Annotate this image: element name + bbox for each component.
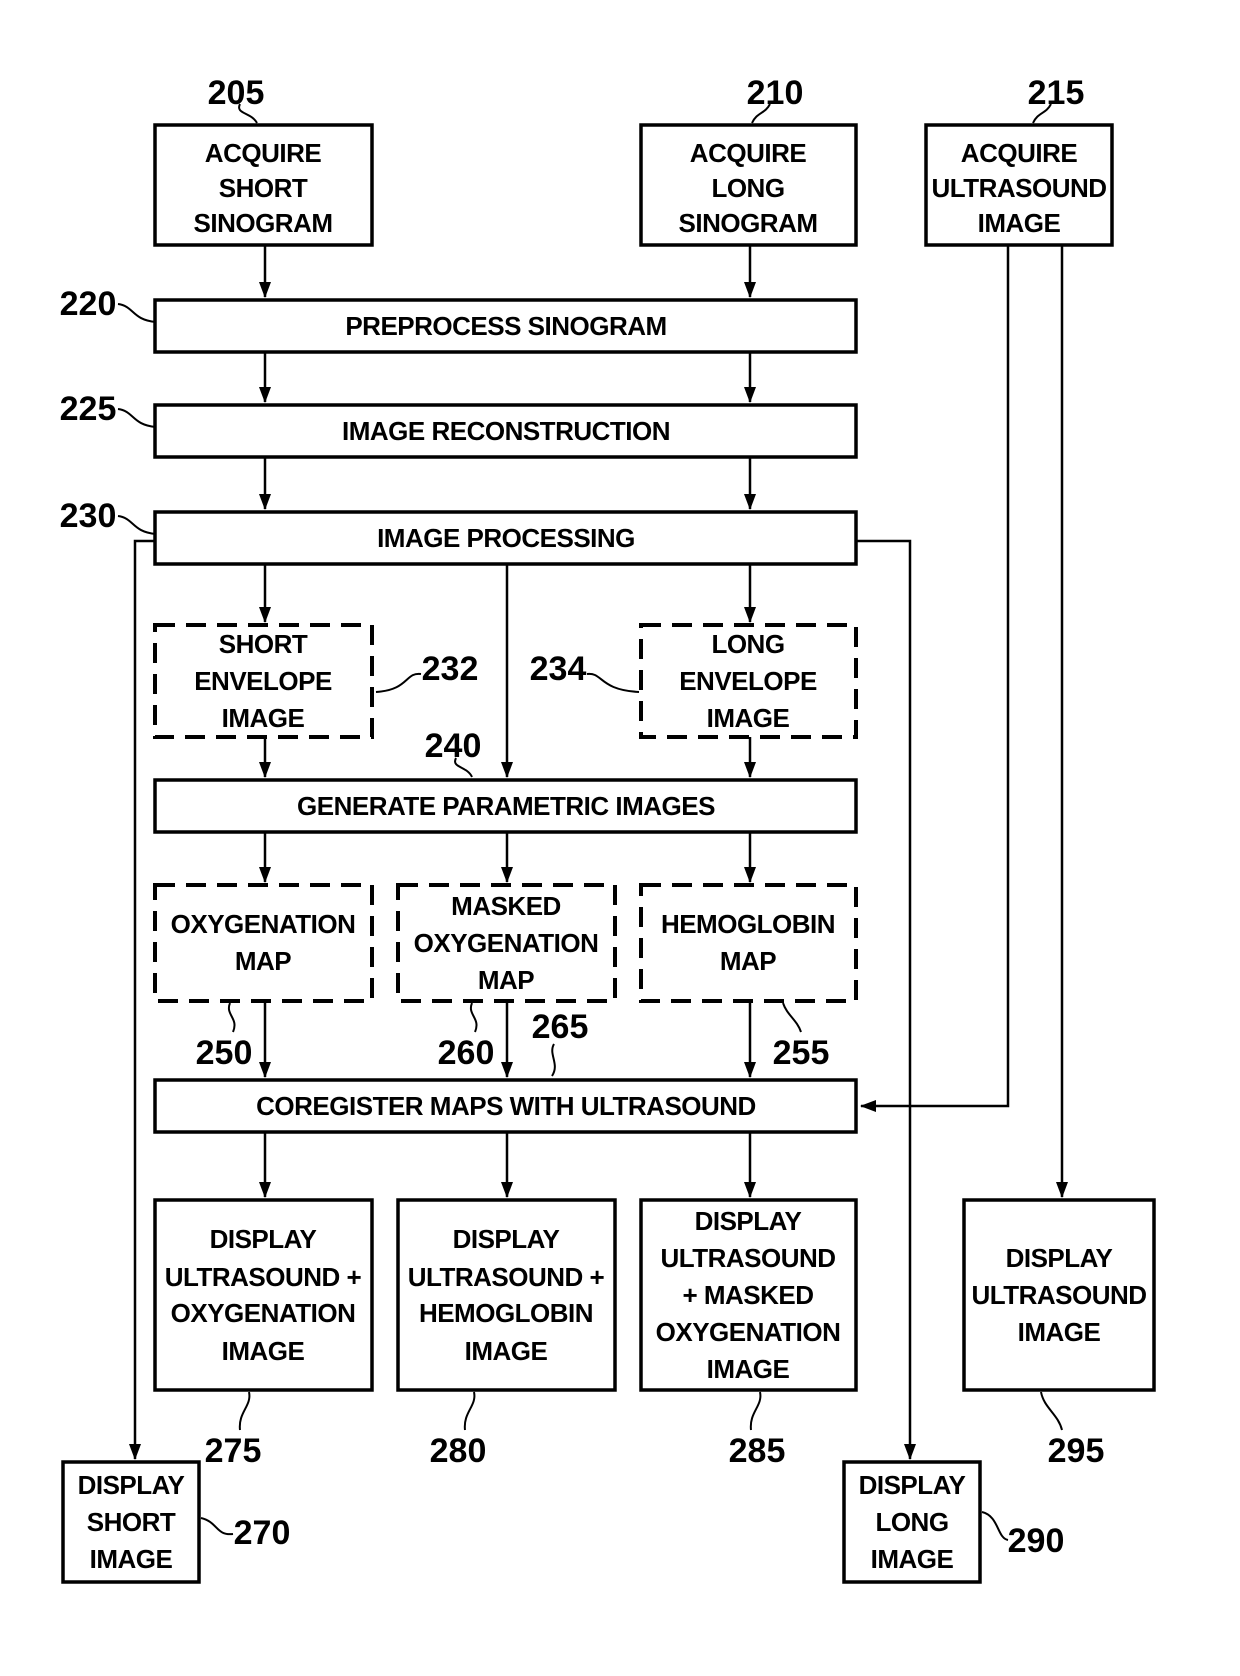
node-label-line: IMAGE xyxy=(221,1336,305,1366)
node-label-line: HEMOGLOBIN xyxy=(660,909,836,939)
ref-label-285: 285 xyxy=(728,1432,786,1470)
conn-ultrasound-to-coregister xyxy=(861,245,1008,1106)
node-label-line: IMAGE xyxy=(89,1544,173,1574)
ref-label-250: 250 xyxy=(195,1034,253,1072)
leader-220 xyxy=(118,304,156,322)
ref-label-232: 232 xyxy=(421,650,479,688)
node-display-ultrasound-hemoglobin xyxy=(398,1200,615,1390)
leader-295 xyxy=(1041,1392,1062,1430)
node-acquire-short-sinogram xyxy=(155,125,372,245)
ref-label-275: 275 xyxy=(204,1432,262,1470)
node-label-line: IMAGE xyxy=(870,1544,954,1574)
node-label-line: + MASKED xyxy=(682,1280,814,1310)
node-label-line: MASKED xyxy=(451,891,561,921)
node-label-line: IMAGE xyxy=(1017,1317,1101,1347)
node-display-ultrasound-oxygenation xyxy=(155,1200,372,1390)
node-label-line: ENVELOPE xyxy=(679,666,817,696)
node-label-line: HEMOGLOBIN xyxy=(418,1298,594,1328)
node-label-line: IMAGE PROCESSING xyxy=(377,523,635,553)
node-label-line: IMAGE xyxy=(221,703,305,733)
leader-290 xyxy=(982,1512,1008,1540)
ref-label-290: 290 xyxy=(1007,1522,1065,1560)
node-label-line: OXYGENATION xyxy=(170,909,356,939)
node-label-line: GENERATE PARAMETRIC IMAGES xyxy=(297,791,715,821)
node-label-line: IMAGE xyxy=(706,703,790,733)
leader-260 xyxy=(471,1003,477,1032)
node-label-line: MAP xyxy=(719,946,777,976)
node-label-line: ULTRASOUND + xyxy=(164,1262,362,1292)
node-label-line: ULTRASOUND xyxy=(971,1280,1147,1310)
ref-label-210: 210 xyxy=(746,74,804,112)
conn-processing-to-display-long xyxy=(856,541,910,1459)
node-label-line: ACQUIRE xyxy=(689,138,807,168)
node-label-line: SHORT xyxy=(218,173,308,203)
ref-label-225: 225 xyxy=(59,390,117,428)
leader-225 xyxy=(118,409,156,427)
leader-234 xyxy=(587,674,639,692)
node-oxygenation-map xyxy=(155,885,372,1001)
node-label-line: DISPLAY xyxy=(77,1470,185,1500)
node-label-line: DISPLAY xyxy=(452,1224,560,1254)
node-label-line: PREPROCESS SINOGRAM xyxy=(345,311,667,341)
ref-label-295: 295 xyxy=(1047,1432,1105,1470)
node-label-line: DISPLAY xyxy=(1005,1243,1113,1273)
node-label-line: SINOGRAM xyxy=(678,208,818,238)
node-label-line: ULTRASOUND xyxy=(660,1243,836,1273)
leader-232 xyxy=(376,674,421,692)
leader-270 xyxy=(201,1518,233,1534)
node-label-line: ULTRASOUND + xyxy=(407,1262,605,1292)
node-label-line: IMAGE xyxy=(464,1336,548,1366)
leader-275 xyxy=(240,1392,250,1430)
node-label-line: OXYGENATION xyxy=(413,928,599,958)
ref-label-240: 240 xyxy=(424,727,482,765)
ref-label-265: 265 xyxy=(531,1008,589,1046)
leader-230 xyxy=(118,516,156,534)
node-display-ultrasound-image xyxy=(964,1200,1154,1390)
node-display-short-image xyxy=(63,1462,199,1582)
node-image-processing xyxy=(155,512,856,564)
node-box xyxy=(641,885,856,1001)
node-label-line: DISPLAY xyxy=(858,1470,966,1500)
node-preprocess-sinogram xyxy=(155,300,856,352)
ref-label-234: 234 xyxy=(529,650,587,688)
node-label-line: SINOGRAM xyxy=(193,208,333,238)
node-label-line: IMAGE RECONSTRUCTION xyxy=(342,416,670,446)
node-label-line: SHORT xyxy=(86,1507,176,1537)
ref-label-280: 280 xyxy=(429,1432,487,1470)
leader-280 xyxy=(465,1392,475,1430)
node-generate-parametric-images xyxy=(155,780,856,832)
node-display-long-image xyxy=(844,1462,980,1582)
leader-255 xyxy=(783,1003,801,1032)
node-label-line: SHORT xyxy=(218,629,308,659)
node-label-line: IMAGE xyxy=(706,1354,790,1384)
node-acquire-long-sinogram xyxy=(641,125,856,245)
ref-label-230: 230 xyxy=(59,497,117,535)
node-label-line: OXYGENATION xyxy=(170,1298,356,1328)
node-label-line: ACQUIRE xyxy=(204,138,322,168)
node-label-line: DISPLAY xyxy=(694,1206,802,1236)
node-coregister-maps-with-ultrasound xyxy=(155,1080,856,1132)
ref-label-255: 255 xyxy=(772,1034,830,1072)
ref-label-220: 220 xyxy=(59,285,117,323)
node-label-line: ULTRASOUND xyxy=(931,173,1107,203)
node-label-line: IMAGE xyxy=(977,208,1061,238)
conn-processing-to-display-short xyxy=(135,541,155,1459)
node-long-envelope-image xyxy=(641,625,856,737)
node-label-line: MAP xyxy=(234,946,292,976)
node-label-line: LONG xyxy=(711,629,785,659)
node-label-line: ACQUIRE xyxy=(960,138,1078,168)
ref-label-215: 215 xyxy=(1027,74,1085,112)
leader-285 xyxy=(751,1392,761,1430)
node-display-ultrasound-masked-oxygenation xyxy=(641,1200,856,1390)
leader-265 xyxy=(552,1044,555,1076)
node-acquire-ultrasound-image xyxy=(926,125,1112,245)
node-box xyxy=(155,885,372,1001)
node-hemoglobin-map xyxy=(641,885,856,1001)
node-masked-oxygenation-map xyxy=(398,885,615,1001)
node-label-line: DISPLAY xyxy=(209,1224,317,1254)
ref-label-270: 270 xyxy=(233,1514,291,1552)
node-label-line: LONG xyxy=(711,173,785,203)
leader-250 xyxy=(229,1003,235,1032)
node-label-line: MAP xyxy=(477,965,535,995)
node-short-envelope-image xyxy=(155,625,372,737)
node-label-line: ENVELOPE xyxy=(194,666,332,696)
node-label-line: COREGISTER MAPS WITH ULTRASOUND xyxy=(256,1091,756,1121)
node-label-line: LONG xyxy=(875,1507,949,1537)
ref-label-260: 260 xyxy=(437,1034,495,1072)
ref-label-205: 205 xyxy=(207,74,265,112)
node-label-line: OXYGENATION xyxy=(655,1317,841,1347)
node-image-reconstruction xyxy=(155,405,856,457)
